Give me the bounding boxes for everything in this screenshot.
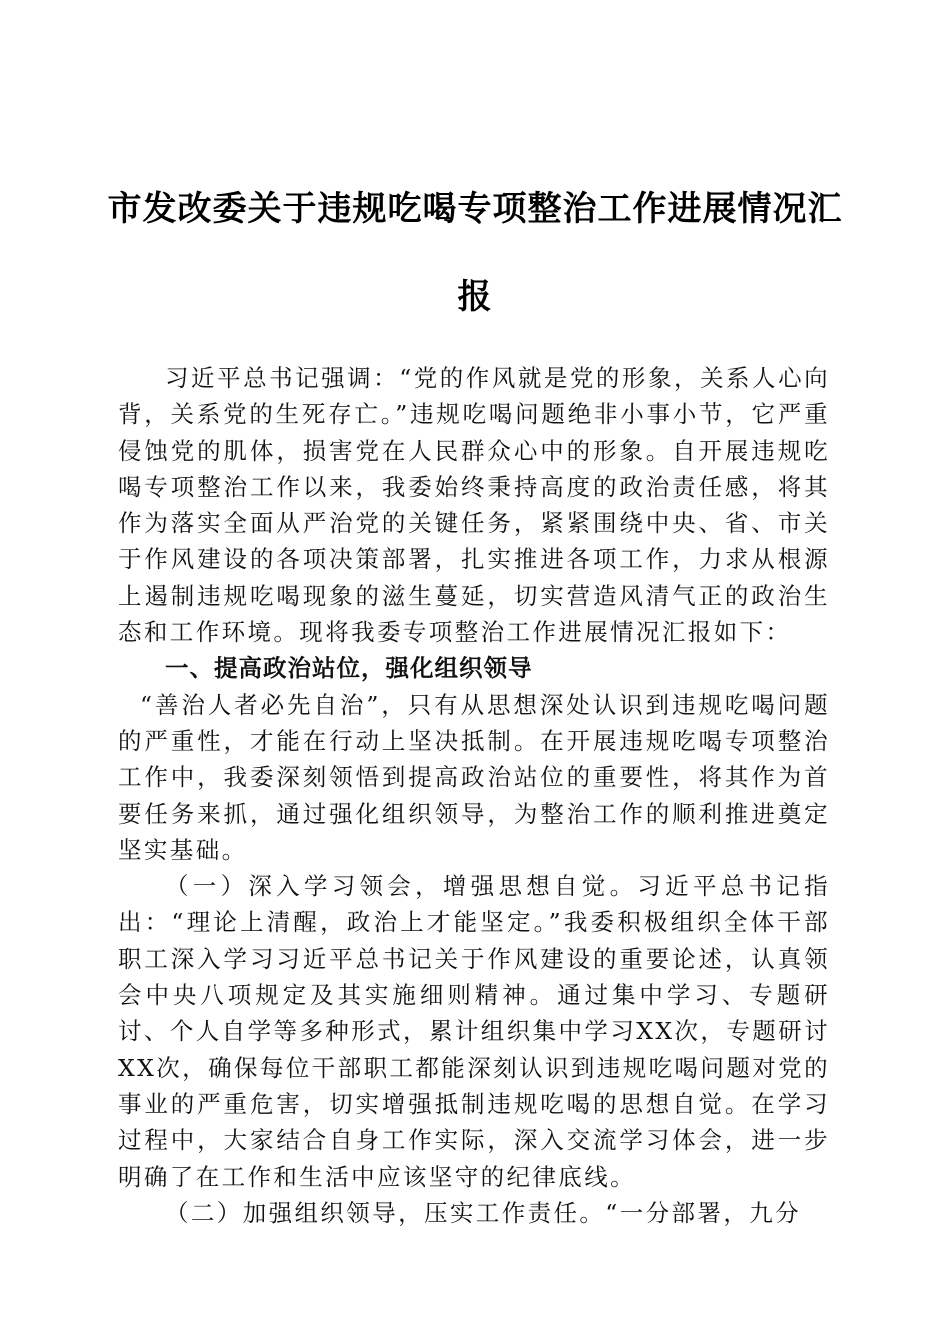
item-1-paragraph: （一）深入学习领会，增强思想自觉。习近平总书记指出：“理论上清醒，政治上才能坚定。”我委积极组织全体干部职工深入学习习近平总书记关于作风建设的重要论述，认真领会中央八项规定及其实施细则精神。通过集中学习、专题研讨、个人自学等多种形式，累计组织集中学习XX次，专题研讨XX次，确保每位干部职工都能深刻认识到违规吃喝问题对党的事业的严重危害，切实增强抵制违规吃喝的思想自觉。在学习过程中，大家结合自身工作实际，深入交流学习体会，进一步明确了在工作和生活中应该坚守的纪律底线。 bbox=[118, 872, 830, 1191]
section-1-intro-paragraph: “善治人者必先自治”，只有从思想深处认识到违规吃喝问题的严重性，才能在行动上坚决抵制。在开展违规吃喝专项整治工作中，我委深刻领悟到提高政治站位的重要性，将其作为首要任务来抓，通过强化组织领导，为整治工作的顺利推进奠定坚实基础。 bbox=[118, 690, 830, 864]
document-body bbox=[118, 360, 830, 1231]
item-2-paragraph: （二）加强组织领导，压实工作责任。“一分部署，九分 bbox=[165, 1198, 802, 1227]
section-1-heading: 一、提高政治站位，强化组织领导 bbox=[165, 654, 533, 683]
document-title: 市发改委关于违规吃喝专项整治工作进展情况汇报 bbox=[107, 189, 843, 317]
intro-paragraph: 习近平总书记强调：“党的作风就是党的形象，关系人心向背，关系党的生死存亡。”违规吃喝问题绝非小事小节，它严重侵蚀党的肌体，损害党在人民群众心中的形象。自开展违规吃喝专项整治工作以来，我委始终秉持高度的政治责任感，将其作为落实全面从严治党的关键任务，紧紧围绕中央、省、市关于作风建设的各项决策部署，扎实推进各项工作，力求从根源上遏制违规吃喝现象的滋生蔓延，切实营造风清气正的政治生态和工作环境。现将我委专项整治工作进展情况汇报如下： bbox=[118, 364, 830, 647]
